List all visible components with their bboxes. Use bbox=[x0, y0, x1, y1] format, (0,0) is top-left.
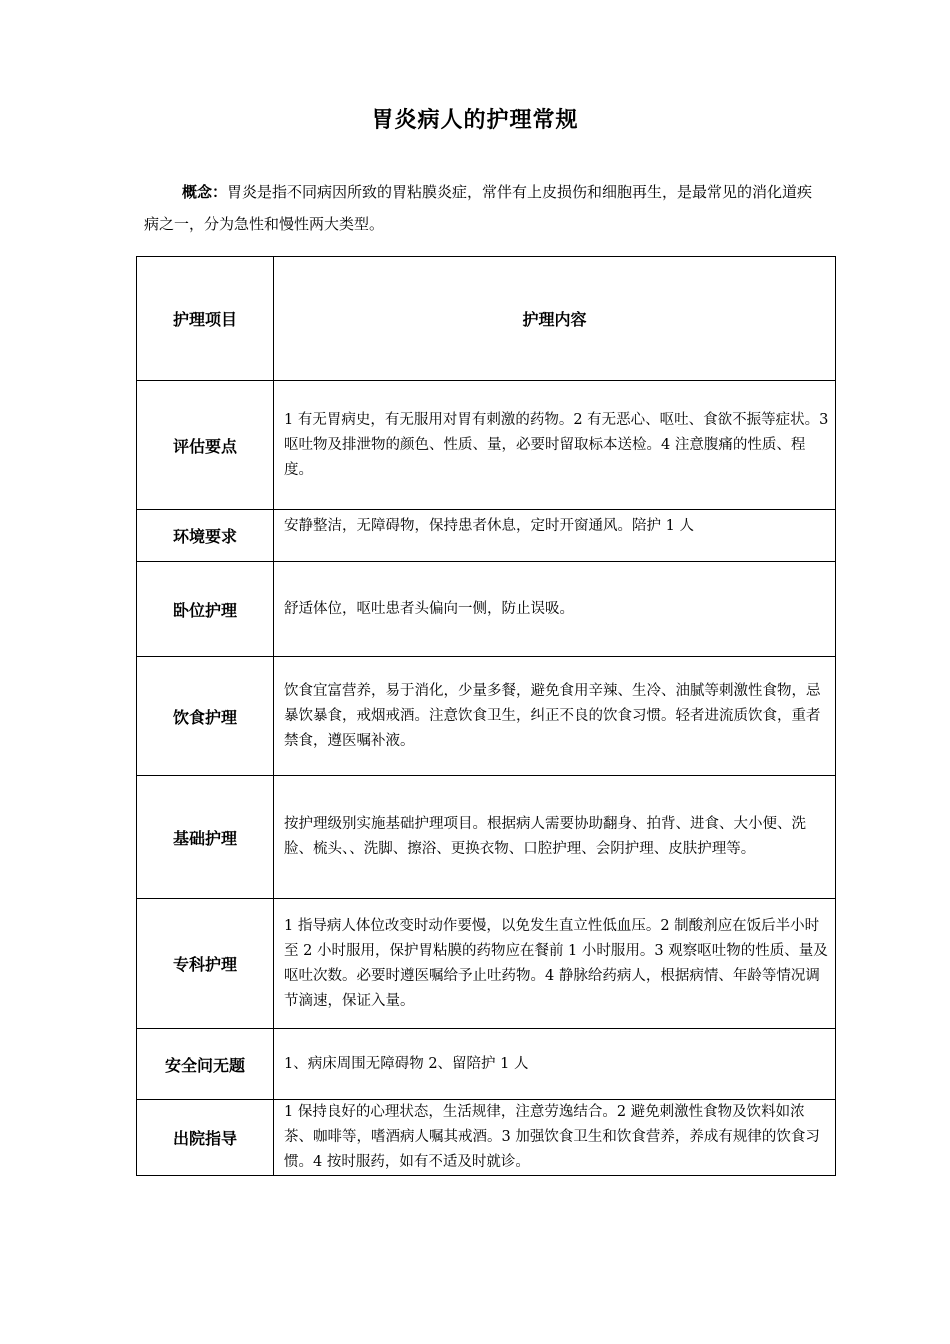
table-row bbox=[137, 776, 836, 899]
row-item: 出院指导 bbox=[137, 1100, 274, 1176]
row-item: 安全问无题 bbox=[137, 1029, 274, 1100]
table-row bbox=[137, 1100, 836, 1176]
table-row bbox=[137, 657, 836, 776]
row-content: 安静整洁，无障碍物，保持患者休息，定时开窗通风。陪护 1 人 bbox=[274, 510, 836, 562]
table-row bbox=[137, 1029, 836, 1100]
table-row bbox=[137, 899, 836, 1029]
table-header-row bbox=[137, 257, 836, 381]
row-content: 按护理级别实施基础护理项目。根据病人需要协助翻身、拍背、进食、大小便、洗脸、梳头、、洗脚、擦浴、更换衣物、口腔护理、会阴护理、皮肤护理等。 bbox=[274, 776, 836, 899]
header-content: 护理内容 bbox=[274, 257, 836, 381]
row-item: 基础护理 bbox=[137, 776, 274, 899]
row-item: 评估要点 bbox=[137, 381, 274, 510]
nursing-table bbox=[136, 256, 836, 1176]
table-row bbox=[137, 562, 836, 657]
concept-label: 概念： bbox=[182, 183, 228, 201]
row-content: 舒适体位，呕吐患者头偏向一侧，防止误吸。 bbox=[274, 562, 836, 657]
row-content: 1 指导病人体位改变时动作要慢，以免发生直立性低血压。2 制酸剂应在饭后半小时至 2 小时服用，保护胃粘膜的药物应在餐前 1 小时服用。3 观察呕吐物的性质、量及呕吐次数。必要时遵医嘱给予止吐药物。4 静脉给药病人，根据病情、年龄等情况调节滴速，保证入量。 bbox=[274, 899, 836, 1029]
row-content: 饮食宜富营养，易于消化，少量多餐，避免食用辛辣、生冷、油腻等刺激性食物，忌暴饮暴食，戒烟戒酒。注意饮食卫生，纠正不良的饮食习惯。轻者进流质饮食，重者禁食，遵医嘱补液。 bbox=[274, 657, 836, 776]
concept-text: 胃炎是指不同病因所致的胃粘膜炎症，常伴有上皮损伤和细胞再生，是最常见的消化道疾病之一，分为急性和慢性两大类型。 bbox=[144, 183, 813, 233]
table-row bbox=[137, 381, 836, 510]
table-row bbox=[137, 510, 836, 562]
concept-paragraph bbox=[144, 176, 824, 240]
row-content: 1、病床周围无障碍物 2、留陪护 1 人 bbox=[274, 1029, 836, 1100]
row-item: 卧位护理 bbox=[137, 562, 274, 657]
row-item: 饮食护理 bbox=[137, 657, 274, 776]
row-item: 环境要求 bbox=[137, 510, 274, 562]
header-item: 护理项目 bbox=[137, 257, 274, 381]
row-content: 1 保持良好的心理状态，生活规律，注意劳逸结合。2 避免刺激性食物及饮料如浓茶、咖啡等，嗜酒病人嘱其戒酒。3 加强饮食卫生和饮食营养，养成有规律的饮食习惯。4 按时服药，如有不适及时就诊。 bbox=[274, 1100, 836, 1176]
row-content: 1 有无胃病史，有无服用对胃有刺激的药物。2 有无恶心、呕吐、食欲不振等症状。3 呕吐物及排泄物的颜色、性质、量，必要时留取标本送检。4 注意腹痛的性质、程度。 bbox=[274, 381, 836, 510]
row-item: 专科护理 bbox=[137, 899, 274, 1029]
document-title: 胃炎病人的护理常规 bbox=[371, 108, 579, 133]
